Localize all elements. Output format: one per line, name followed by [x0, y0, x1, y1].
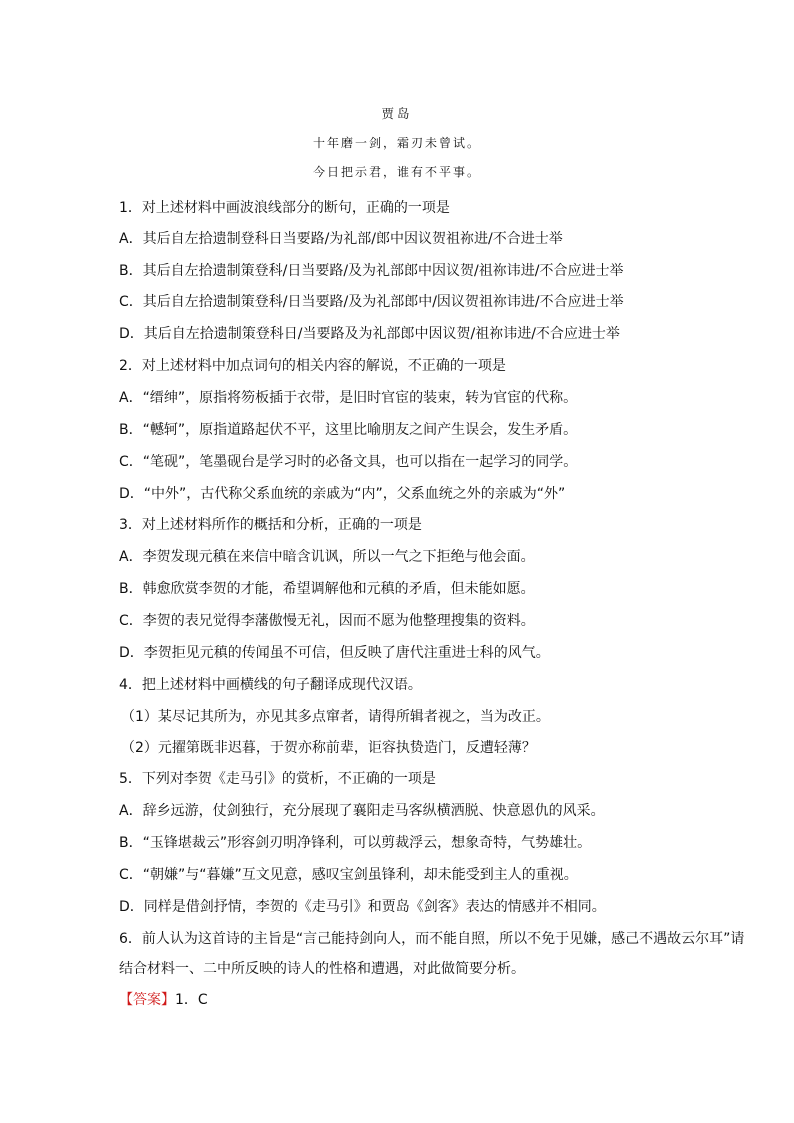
question-5-option-b: B．“玉锋堪裁云”形容剑刃明净锋利，可以剪裁浮云，想象奇特，气势雄壮。	[119, 835, 592, 851]
question-2-option-c: C．“笔砚”，笔墨砚台是学习时的必备文具，也可以指在一起学习的同学。	[119, 454, 578, 470]
poem-line-2: 今日把示君，谁有不平事。	[312, 165, 481, 179]
question-6-stem: 6．前人认为这首诗的主旨是“言己能持剑向人，而不能自照，所以不免于见嫌，感己不遇故云尔耳”请结合材料一、二中所反映的诗人的性格和遭遇，对此做简要分析。	[119, 931, 745, 977]
question-2-option-b: B．“轗轲”，原指道路起伏不平，这里比喻朋友之间产生误会，发生矛盾。	[119, 422, 578, 438]
question-1-option-a: A．其后自左拾遗制登科日当要路/为礼部/郎中因议贺祖祢进/不合进士举	[119, 231, 563, 247]
question-4-sentence-2: （2）元擢第既非迟暮，于贺亦称前辈，讵容执贽造门，反遭轻薄？	[121, 740, 536, 756]
question-2-stem: 2．对上述材料中加点词句的相关内容的解说，不正确的一项是	[119, 358, 506, 374]
question-2-option-d: D．“中外”，古代称父系血统的亲戚为“内”，父系血统之外的亲戚为“外”	[119, 486, 566, 502]
question-4-stem: 4．把上述材料中画横线的句子翻译成现代汉语。	[119, 677, 422, 693]
question-1-option-c: C．其后自左拾遗制策登科/日当要路/及为礼部郎中/因议贺祖祢讳进/不合应进士举	[119, 294, 624, 310]
question-3-stem: 3．对上述材料所作的概括和分析，正确的一项是	[119, 517, 422, 533]
question-3-option-c: C．李贺的表兄觉得李藩傲慢无礼，因而不愿为他整理搜集的资料。	[119, 613, 535, 629]
question-2-option-a: A．“缙绅”，原指将笏板插于衣带，是旧时官宦的装束，转为官宦的代称。	[119, 390, 578, 406]
poem-author: 贾岛	[381, 106, 413, 121]
question-3-option-d: D．李贺拒见元稹的传闻虽不可信，但反映了唐代注重进士科的风气。	[119, 645, 550, 661]
question-4-sentence-1: （1）某尽记其所为，亦见其多点窜者，请得所辑者视之，当为改正。	[121, 709, 550, 725]
question-3-option-b: B．韩愈欣赏李贺的才能，希望调解他和元稹的矛盾，但未能如愿。	[119, 581, 535, 597]
question-5-option-a: A．辞乡远游，仗剑独行，充分展现了襄阳走马客纵横洒脱、快意恩仇的风采。	[119, 803, 605, 819]
question-1-option-b: B．其后自左拾遗制策登科/日当要路/及为礼部郎中因议贺/祖祢讳进/不合应进士举	[119, 263, 624, 279]
question-1-stem: 1．对上述材料中画波浪线部分的断句，正确的一项是	[119, 200, 450, 216]
poem-line-1: 十年磨一剑，霜刃未曾试。	[312, 136, 481, 150]
question-3-option-a: A．李贺发现元稹在来信中暗含讥讽，所以一气之下拒绝与他会面。	[119, 549, 535, 565]
answer-text: 1．C	[175, 992, 208, 1008]
question-5-stem: 5．下列对李贺《走马引》的赏析，不正确的一项是	[119, 771, 436, 787]
question-1-option-d: D．其后自左拾遗制策登科日/当要路及为礼部郎中因议贺/祖祢讳进/不合应进士举	[119, 326, 620, 342]
answer-line	[119, 990, 739, 1010]
question-5-option-c: C．“朝嫌”与“暮嫌”互文见意，感叹宝剑虽锋利，却未能受到主人的重视。	[119, 867, 578, 883]
question-5-option-d: D．同样是借剑抒情，李贺的《走马引》和贾岛《剑客》表达的情感并不相同。	[119, 899, 606, 915]
answer-tag: 【答案】	[119, 992, 175, 1008]
